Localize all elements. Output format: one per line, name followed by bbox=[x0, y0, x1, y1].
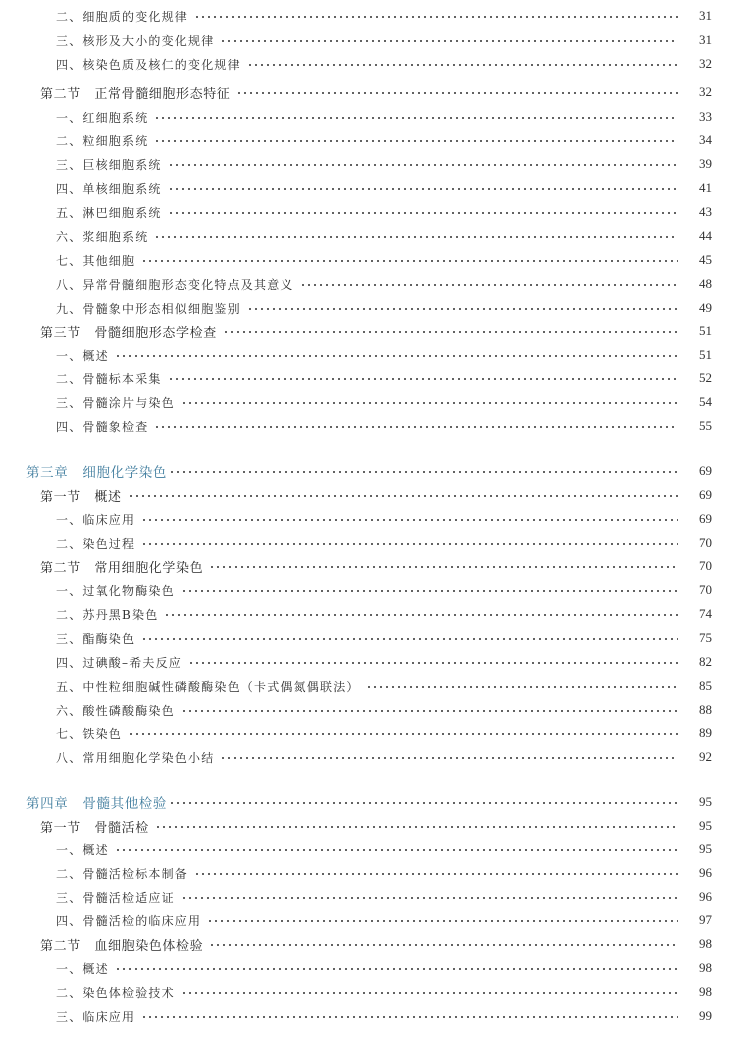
toc-item-row[interactable] bbox=[0, 651, 712, 673]
dot-leader bbox=[115, 848, 678, 852]
toc-item-row[interactable] bbox=[0, 746, 712, 768]
toc-page-number: 54 bbox=[699, 394, 712, 409]
dot-leader bbox=[188, 661, 678, 665]
toc-item-row[interactable] bbox=[0, 249, 712, 271]
toc-entry-title: 八、异常骨髓细胞形态变化特点及其意义 bbox=[56, 277, 294, 292]
toc-page-number: 75 bbox=[699, 630, 712, 645]
toc-page-number: 39 bbox=[699, 156, 712, 171]
toc-entry-title: 九、骨髓象中形态相似细胞鉴别 bbox=[56, 301, 241, 316]
dot-leader bbox=[236, 91, 678, 95]
toc-item-row[interactable] bbox=[0, 627, 712, 649]
toc-entry-title: 第三章 细胞化学染色 bbox=[26, 465, 167, 481]
toc-chapter-row[interactable] bbox=[0, 791, 712, 813]
toc-page-number: 43 bbox=[699, 204, 712, 219]
toc-item-row[interactable] bbox=[0, 391, 712, 413]
toc-entry-title: 一、概述 bbox=[56, 348, 109, 363]
toc-entry-title: 一、红细胞系统 bbox=[56, 110, 149, 125]
toc-page-number: 44 bbox=[699, 228, 712, 243]
toc-section-row[interactable] bbox=[0, 320, 712, 342]
toc-item-row[interactable] bbox=[0, 532, 712, 554]
toc-page-number: 69 bbox=[699, 511, 712, 526]
toc-item-row[interactable] bbox=[0, 415, 712, 437]
toc-item-row[interactable] bbox=[0, 722, 712, 744]
toc-entry-title: 二、骨髓标本采集 bbox=[56, 371, 162, 386]
toc-page-number: 31 bbox=[699, 8, 712, 23]
toc-entry-title: 一、临床应用 bbox=[56, 512, 136, 527]
toc-page-number: 92 bbox=[699, 749, 712, 764]
dot-leader bbox=[128, 732, 678, 736]
toc-item-row[interactable] bbox=[0, 508, 712, 530]
toc-entry-title: 四、骨髓活检的临床应用 bbox=[56, 913, 202, 928]
toc-entry-title: 三、骨髓涂片与染色 bbox=[56, 395, 175, 410]
toc-item-row[interactable] bbox=[0, 699, 712, 721]
toc-item-row[interactable] bbox=[0, 862, 712, 884]
toc-entry-title: 三、临床应用 bbox=[56, 1009, 136, 1024]
toc-item-row[interactable] bbox=[0, 981, 712, 1003]
dot-leader bbox=[247, 63, 678, 67]
toc-entry-title: 二、染色过程 bbox=[56, 536, 136, 551]
toc-entry-title: 二、骨髓活检标本制备 bbox=[56, 866, 189, 881]
toc-entry-title: 六、酸性磷酸酶染色 bbox=[56, 703, 175, 718]
toc-entry-title: 第二节 正常骨髓细胞形态特征 bbox=[40, 86, 231, 102]
toc-item-row[interactable] bbox=[0, 675, 712, 697]
toc-section-row[interactable] bbox=[0, 555, 712, 577]
dot-leader bbox=[181, 709, 678, 713]
toc-page-number: 48 bbox=[699, 276, 712, 291]
toc-page-number: 70 bbox=[699, 582, 712, 597]
toc-entry-title: 第二节 血细胞染色体检验 bbox=[40, 938, 204, 954]
toc-entry-title: 三、巨核细胞系统 bbox=[56, 157, 162, 172]
toc-item-row[interactable] bbox=[0, 957, 712, 979]
dot-leader bbox=[115, 354, 678, 358]
dot-leader bbox=[181, 401, 678, 405]
dot-leader bbox=[181, 589, 678, 593]
toc-item-row[interactable] bbox=[0, 201, 712, 223]
toc-entry-title: 八、常用细胞化学染色小结 bbox=[56, 750, 215, 765]
toc-section-row[interactable] bbox=[0, 484, 712, 506]
dot-leader bbox=[141, 518, 678, 522]
toc-page-number: 88 bbox=[699, 702, 712, 717]
toc-item-row[interactable] bbox=[0, 106, 712, 128]
dot-leader bbox=[220, 39, 678, 43]
toc-item-row[interactable] bbox=[0, 603, 712, 625]
dot-leader bbox=[141, 542, 678, 546]
toc-page-number: 98 bbox=[699, 984, 712, 999]
toc-page-number: 69 bbox=[699, 487, 712, 502]
toc-item-row[interactable] bbox=[0, 344, 712, 366]
toc-page-number: 49 bbox=[699, 300, 712, 315]
toc-page-number: 98 bbox=[699, 936, 712, 951]
toc-entry-title: 二、粒细胞系统 bbox=[56, 133, 149, 148]
toc-page-number: 97 bbox=[699, 912, 712, 927]
toc-page-number: 74 bbox=[699, 606, 712, 621]
toc-page-number: 98 bbox=[699, 960, 712, 975]
toc-page-number: 96 bbox=[699, 865, 712, 880]
dot-leader bbox=[168, 187, 678, 191]
dot-leader bbox=[168, 377, 678, 381]
toc-entry-title: 一、概述 bbox=[56, 961, 109, 976]
toc-entry-title: 第二节 常用细胞化学染色 bbox=[40, 560, 204, 576]
toc-entry-title: 四、过碘酸–希夫反应 bbox=[56, 655, 183, 670]
toc-entry-title: 第三节 骨髓细胞形态学检查 bbox=[40, 325, 217, 341]
dot-leader bbox=[181, 896, 678, 900]
dot-leader bbox=[154, 425, 678, 429]
toc-item-row[interactable] bbox=[0, 153, 712, 175]
toc-entry-title: 一、过氧化物酶染色 bbox=[56, 583, 175, 598]
toc-section-row[interactable] bbox=[0, 81, 712, 103]
toc-item-row[interactable] bbox=[0, 1005, 712, 1027]
toc-section-row[interactable] bbox=[0, 933, 712, 955]
toc-entry-title: 四、骨髓象检查 bbox=[56, 419, 149, 434]
toc-item-row[interactable] bbox=[0, 5, 712, 27]
toc-entry-title: 七、其他细胞 bbox=[56, 253, 136, 268]
toc-entry-title: 二、染色体检验技术 bbox=[56, 985, 175, 1000]
dot-leader bbox=[154, 116, 678, 120]
dot-leader bbox=[209, 943, 678, 947]
toc-item-row[interactable] bbox=[0, 177, 712, 199]
toc-entry-title: 第四章 骨髓其他检验 bbox=[26, 796, 167, 812]
toc-entry-title: 一、概述 bbox=[56, 842, 109, 857]
toc-entry-title: 五、淋巴细胞系统 bbox=[56, 205, 162, 220]
dot-leader bbox=[141, 637, 678, 641]
toc-page-number: 51 bbox=[699, 347, 712, 362]
toc-page-number: 70 bbox=[699, 535, 712, 550]
toc-page-number: 33 bbox=[699, 109, 712, 124]
toc-item-row[interactable] bbox=[0, 909, 712, 931]
toc-page-number: 89 bbox=[699, 725, 712, 740]
dot-leader bbox=[207, 919, 678, 923]
dot-leader bbox=[169, 801, 678, 805]
dot-leader bbox=[141, 1015, 678, 1019]
toc-chapter-row[interactable] bbox=[0, 460, 712, 482]
toc-entry-title: 六、浆细胞系统 bbox=[56, 229, 149, 244]
toc-entry-title: 三、骨髓活检适应证 bbox=[56, 890, 175, 905]
toc-page-number: 96 bbox=[699, 889, 712, 904]
toc-page-number: 45 bbox=[699, 252, 712, 267]
toc-item-row[interactable] bbox=[0, 29, 712, 51]
toc-page-number: 69 bbox=[699, 463, 712, 478]
toc-page-number: 95 bbox=[699, 841, 712, 856]
toc-entry-title: 三、核形及大小的变化规律 bbox=[56, 33, 215, 48]
toc-page-number: 41 bbox=[699, 180, 712, 195]
toc-entry-title: 四、单核细胞系统 bbox=[56, 181, 162, 196]
dot-leader bbox=[164, 613, 678, 617]
dot-leader bbox=[181, 991, 678, 995]
toc-entry-title: 三、酯酶染色 bbox=[56, 631, 136, 646]
dot-leader bbox=[223, 330, 678, 334]
toc-entry-title: 第一节 概述 bbox=[40, 489, 122, 505]
toc-page-number: 34 bbox=[699, 132, 712, 147]
dot-leader bbox=[220, 756, 678, 760]
toc-page-number: 95 bbox=[699, 818, 712, 833]
dot-leader bbox=[194, 872, 678, 876]
toc-page-number: 51 bbox=[699, 323, 712, 338]
toc-page-number: 85 bbox=[699, 678, 712, 693]
dot-leader bbox=[169, 470, 678, 474]
toc-page-number: 95 bbox=[699, 794, 712, 809]
dot-leader bbox=[154, 139, 678, 143]
dot-leader bbox=[115, 967, 678, 971]
toc-item-row[interactable] bbox=[0, 838, 712, 860]
toc-item-row[interactable] bbox=[0, 129, 712, 151]
dot-leader bbox=[300, 283, 678, 287]
dot-leader bbox=[141, 259, 678, 263]
dot-leader bbox=[155, 825, 678, 829]
toc-item-row[interactable] bbox=[0, 579, 712, 601]
toc-page-number: 32 bbox=[699, 56, 712, 71]
dot-leader bbox=[168, 163, 678, 167]
toc-entry-title: 二、细胞质的变化规律 bbox=[56, 9, 189, 24]
toc-page-number: 70 bbox=[699, 558, 712, 573]
toc-page-number: 82 bbox=[699, 654, 712, 669]
toc-item-row[interactable] bbox=[0, 53, 712, 75]
toc-page-number: 55 bbox=[699, 418, 712, 433]
toc-page-number: 52 bbox=[699, 370, 712, 385]
toc-page-number: 99 bbox=[699, 1008, 712, 1023]
toc-entry-title: 四、核染色质及核仁的变化规律 bbox=[56, 57, 241, 72]
toc-item-row[interactable] bbox=[0, 297, 712, 319]
dot-leader bbox=[209, 565, 678, 569]
toc-page-number: 31 bbox=[699, 32, 712, 47]
toc-item-row[interactable] bbox=[0, 273, 712, 295]
toc-item-row[interactable] bbox=[0, 367, 712, 389]
dot-leader bbox=[247, 307, 678, 311]
toc-item-row[interactable] bbox=[0, 225, 712, 247]
toc-section-row[interactable] bbox=[0, 815, 712, 837]
toc-entry-title: 第一节 骨髓活检 bbox=[40, 820, 149, 836]
toc-page-number: 32 bbox=[699, 84, 712, 99]
dot-leader bbox=[194, 15, 678, 19]
toc-item-row[interactable] bbox=[0, 886, 712, 908]
toc-entry-title: 二、苏丹黑B染色 bbox=[56, 607, 159, 622]
dot-leader bbox=[154, 235, 678, 239]
toc-entry-title: 五、中性粒细胞碱性磷酸酶染色（卡式偶氮偶联法） bbox=[56, 679, 360, 694]
toc-entry-title: 七、铁染色 bbox=[56, 726, 123, 741]
dot-leader bbox=[128, 494, 678, 498]
dot-leader bbox=[168, 211, 678, 215]
dot-leader bbox=[366, 685, 678, 689]
